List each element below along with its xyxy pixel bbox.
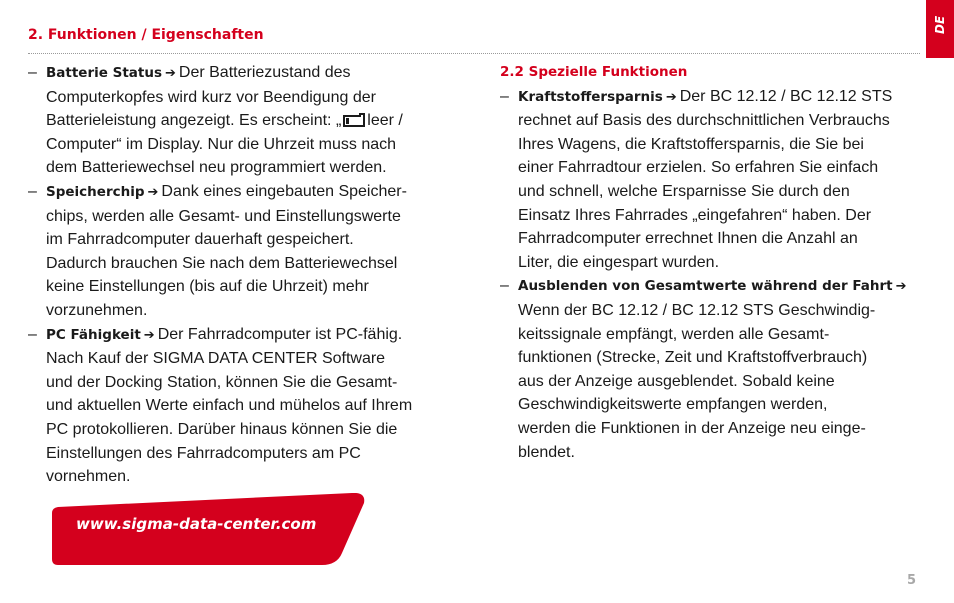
text-line	[518, 274, 922, 299]
feature-term: PC Fähigkeit	[46, 326, 141, 343]
feature-term: Speicherchip	[46, 183, 145, 200]
text-line: vornehmen.	[46, 468, 131, 486]
arrow-icon: ➔	[895, 279, 907, 295]
text-line: Batterieleistung angezeigt. Es erscheint: „	[46, 112, 342, 130]
feature-item-pc-capability	[28, 323, 448, 489]
text-line: rechnet auf Basis des durchschnittlichen Verbrauchs	[518, 112, 890, 130]
arrow-icon: ➔	[143, 327, 155, 343]
feature-item-memory-chip	[28, 180, 448, 323]
feature-item-fuel-savings	[500, 85, 922, 275]
feature-item-hide-totals	[500, 274, 922, 464]
text-line: Einsatz Ihres Fahrrades „eingefahren“ haben. Der	[518, 206, 872, 224]
list-dash: –	[28, 182, 37, 200]
url-banner[interactable]	[52, 493, 366, 565]
left-column	[28, 61, 448, 489]
feature-term: Kraftstoffersparnis	[518, 88, 663, 105]
text-line: Computer“ im Display. Nur die Uhrzeit muss nach	[46, 135, 397, 153]
text-line: chips, werden alle Gesamt- und Einstellungswerte	[46, 207, 401, 225]
text-line: Wenn der BC 12.12 / BC 12.12 STS Geschwindig-	[518, 301, 876, 319]
text-line: werden die Funktionen in der Anzeige neu einge-	[518, 419, 866, 437]
list-dash: –	[500, 277, 509, 295]
battery-icon	[343, 113, 365, 127]
text-line: Computerkopfes wird kurz vor Beendigung der	[46, 88, 376, 106]
text-line: und aktuellen Werte einfach und mühelos auf Ihrem	[46, 397, 413, 415]
text-line: Dank eines eingebauten Speicher-	[161, 182, 407, 200]
list-dash: –	[500, 87, 509, 105]
text-line: Geschwindigkeitswerte empfangen werden,	[518, 396, 828, 414]
text-line: keine Einstellungen (bis auf die Uhrzeit) mehr	[46, 278, 369, 296]
text-line: PC protokollieren. Darüber hinaus können Sie die	[46, 420, 398, 438]
text-line: leer /	[367, 112, 403, 130]
text-line: Fahrradcomputer errechnet Ihnen die Anzahl an	[518, 230, 858, 248]
text-line: Nach Kauf der SIGMA DATA CENTER Software	[46, 350, 386, 368]
text-line: blendet.	[518, 443, 575, 461]
text-line: einer Fahrradtour erzielen. So erfahren Sie einfach	[518, 159, 879, 177]
text-line	[46, 180, 448, 205]
arrow-icon: ➔	[147, 184, 159, 200]
text-line: Der BC 12.12 / BC 12.12 STS	[679, 87, 893, 105]
text-line	[46, 323, 448, 348]
text-line: und der Docking Station, können Sie die Gesamt-	[46, 373, 398, 391]
feature-term: Batterie Status	[46, 65, 162, 81]
right-column	[500, 61, 922, 464]
website-link[interactable]: www.sigma-data-center.com	[76, 515, 317, 533]
text-line: dem Batteriewechsel neu programmiert werden.	[46, 159, 387, 177]
text-line: funktionen (Strecke, Zeit und Kraftstoffverbrauch)	[518, 349, 868, 367]
text-line: Liter, die eingespart wurden.	[518, 253, 720, 271]
text-line: vorzunehmen.	[46, 301, 148, 319]
arrow-icon: ➔	[165, 66, 176, 81]
text-line: keitssignale empfängt, werden alle Gesamt-	[518, 325, 830, 343]
text-line: Dadurch brauchen Sie nach dem Batteriewechsel	[46, 254, 398, 272]
text-line: im Fahrradcomputer dauerhaft gespeichert.	[46, 231, 354, 249]
list-dash: –	[28, 325, 37, 343]
language-tab-label: DE	[933, 15, 947, 34]
text-line: und schnell, welche Ersparnisse Sie durch den	[518, 182, 850, 200]
feature-item-battery-status	[28, 61, 448, 180]
text-line: Der Batteriezustand des	[178, 64, 351, 81]
text-line: Der Fahrradcomputer ist PC-fähig.	[157, 325, 403, 343]
feature-term: Ausblenden von Gesamtwerte während der Fahrt	[518, 278, 893, 295]
arrow-icon: ➔	[665, 89, 677, 105]
text-line: aus der Anzeige ausgeblendet. Sobald keine	[518, 372, 835, 390]
page-number: 5	[907, 573, 917, 588]
text-line	[518, 85, 922, 110]
section-title: 2. Funktionen / Eigenschaften	[28, 27, 264, 43]
list-dash: –	[28, 64, 37, 81]
text-line	[46, 61, 448, 86]
text-line	[46, 109, 448, 133]
text-line: Ihres Wagens, die Kraftstoffersparnis, die Sie bei	[518, 135, 864, 153]
language-tab	[926, 0, 954, 58]
text-line: Einstellungen des Fahrradcomputers am PC	[46, 444, 361, 462]
subsection-title: 2.2 Spezielle Funktionen	[500, 64, 688, 80]
dotted-divider	[28, 53, 920, 54]
